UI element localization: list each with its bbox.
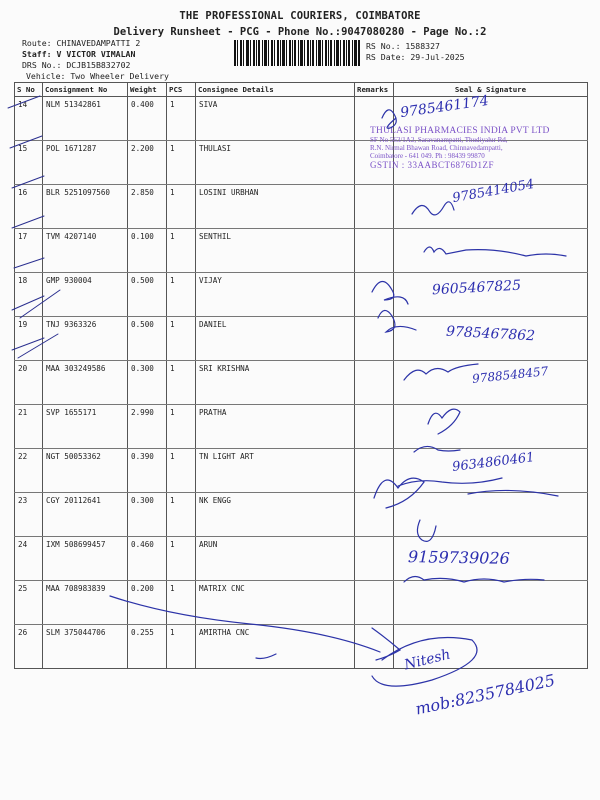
cell-pcs: 1 bbox=[167, 493, 196, 537]
cell-consignee: NK ENGG bbox=[196, 493, 355, 537]
cell-pcs: 1 bbox=[167, 141, 196, 185]
cell-pcs: 1 bbox=[167, 449, 196, 493]
rs-number: RS No.: 1588327 bbox=[366, 41, 440, 51]
cell-pcs: 1 bbox=[167, 273, 196, 317]
cell-seal bbox=[394, 581, 588, 625]
cell-consignee: SRI KRISHNA bbox=[196, 361, 355, 405]
cell-seal bbox=[394, 405, 588, 449]
cell-sno: 17 bbox=[15, 229, 43, 273]
runsheet-title: Delivery Runsheet - PCG - Phone No.:9047080280 - Page No.:2 bbox=[113, 26, 487, 38]
cell-consignment: CGY 20112641 bbox=[43, 493, 128, 537]
company-stamp bbox=[370, 126, 590, 170]
cell-weight: 2.200 bbox=[128, 141, 167, 185]
cell-consignee: DANIEL bbox=[196, 317, 355, 361]
cell-consignee: SENTHIL bbox=[196, 229, 355, 273]
cell-consignee: TN LIGHT ART bbox=[196, 449, 355, 493]
cell-consignee: ARUN bbox=[196, 537, 355, 581]
handwritten-phone: 9788548457 bbox=[471, 364, 549, 386]
table-row bbox=[15, 493, 588, 537]
cell-remarks bbox=[355, 361, 394, 405]
cell-consignee: MATRIX CNC bbox=[196, 581, 355, 625]
cell-sno: 19 bbox=[15, 317, 43, 361]
cell-consignee: AMIRTHA CNC bbox=[196, 625, 355, 669]
stamp-address-line: Coimbatore - 641 049. Ph : 98439 99870 bbox=[370, 152, 485, 160]
cell-consignment: TVM 4207140 bbox=[43, 229, 128, 273]
cell-consignment: BLR 5251097560 bbox=[43, 185, 128, 229]
stamp-company-name: THULASI PHARMACIES INDIA PVT LTD bbox=[370, 126, 550, 136]
cell-sno: 20 bbox=[15, 361, 43, 405]
cell-consignment: IXM 508699457 bbox=[43, 537, 128, 581]
barcode-image bbox=[234, 40, 360, 66]
cell-sno: 25 bbox=[15, 581, 43, 625]
cell-consignment: GMP 930004 bbox=[43, 273, 128, 317]
handwritten-phone: 9785461174 bbox=[399, 92, 490, 122]
cell-remarks bbox=[355, 537, 394, 581]
cell-weight: 0.255 bbox=[128, 625, 167, 669]
cell-sno: 14 bbox=[15, 97, 43, 141]
cell-consignment: POL 1671287 bbox=[43, 141, 128, 185]
staff-label: Staff: V VICTOR VIMALAN bbox=[22, 49, 136, 59]
cell-remarks bbox=[355, 185, 394, 229]
cell-remarks bbox=[355, 581, 394, 625]
cell-seal bbox=[394, 229, 588, 273]
cell-weight: 0.400 bbox=[128, 97, 167, 141]
cell-sno: 18 bbox=[15, 273, 43, 317]
cell-weight: 0.200 bbox=[128, 581, 167, 625]
table-row bbox=[15, 405, 588, 449]
cell-pcs: 1 bbox=[167, 581, 196, 625]
cell-sno: 16 bbox=[15, 185, 43, 229]
col-remarks: Remarks bbox=[355, 83, 394, 97]
cell-weight: 0.300 bbox=[128, 493, 167, 537]
cell-pcs: 1 bbox=[167, 625, 196, 669]
vehicle-label: Vehicle: Two Wheeler Delivery bbox=[26, 71, 169, 81]
handwritten-phone: 9605467825 bbox=[431, 277, 522, 299]
cell-consignment: TNJ 9363326 bbox=[43, 317, 128, 361]
col-pcs: PCS bbox=[167, 83, 196, 97]
stamp-address-line: SF No 563/1A2, Saravanampatti, Thudiyalur Rd, bbox=[370, 136, 508, 144]
stamp-address-line: R.N. Nirmal Bhawan Road, Chinnavedampatti, bbox=[370, 144, 503, 152]
cell-remarks bbox=[355, 405, 394, 449]
handwritten-phone: 9785467862 bbox=[445, 323, 536, 345]
cell-consignment: NLM 51342861 bbox=[43, 97, 128, 141]
rs-date: RS Date: 29-Jul-2025 bbox=[366, 52, 465, 62]
cell-consignment: MAA 303249586 bbox=[43, 361, 128, 405]
cell-remarks bbox=[355, 493, 394, 537]
cell-weight: 0.500 bbox=[128, 273, 167, 317]
col-sno: S No bbox=[15, 83, 43, 97]
handwritten-phone: 9159739026 bbox=[407, 547, 510, 568]
col-consignment: Consignment No bbox=[43, 83, 128, 97]
cell-sno: 22 bbox=[15, 449, 43, 493]
cell-remarks bbox=[355, 449, 394, 493]
table-header-row bbox=[15, 83, 588, 97]
cell-weight: 0.500 bbox=[128, 317, 167, 361]
col-weight: Weight bbox=[128, 83, 167, 97]
handwritten-mobile: mob:8235784025 bbox=[413, 670, 557, 719]
handwritten-phone: 9785414054 bbox=[451, 176, 536, 207]
cell-sno: 21 bbox=[15, 405, 43, 449]
cell-remarks bbox=[355, 273, 394, 317]
cell-remarks bbox=[355, 625, 394, 669]
col-consignee: Consignee Details bbox=[196, 83, 355, 97]
table-row bbox=[15, 625, 588, 669]
cell-weight: 0.390 bbox=[128, 449, 167, 493]
cell-consignee: SIVA bbox=[196, 97, 355, 141]
cell-sno: 24 bbox=[15, 537, 43, 581]
cell-seal bbox=[394, 493, 588, 537]
cell-pcs: 1 bbox=[167, 317, 196, 361]
cell-consignment: SVP 1655171 bbox=[43, 405, 128, 449]
cell-remarks bbox=[355, 229, 394, 273]
cell-weight: 0.300 bbox=[128, 361, 167, 405]
cell-sno: 26 bbox=[15, 625, 43, 669]
route-label: Route: CHINAVEDAMPATTI 2 bbox=[22, 38, 141, 48]
cell-consignment: NGT 50053362 bbox=[43, 449, 128, 493]
cell-pcs: 1 bbox=[167, 537, 196, 581]
cell-consignee: LOSINI URBHAN bbox=[196, 185, 355, 229]
cell-sno: 23 bbox=[15, 493, 43, 537]
cell-consignee: THULASI bbox=[196, 141, 355, 185]
cell-pcs: 1 bbox=[167, 229, 196, 273]
cell-pcs: 1 bbox=[167, 405, 196, 449]
cell-weight: 0.100 bbox=[128, 229, 167, 273]
handwritten-name: Nitesh bbox=[402, 646, 453, 674]
stamp-gstin: GSTIN : 33AABCT6876D1ZF bbox=[370, 160, 495, 170]
cell-weight: 2.990 bbox=[128, 405, 167, 449]
cell-consignment: SLM 375044706 bbox=[43, 625, 128, 669]
table-row bbox=[15, 229, 588, 273]
cell-consignee: VIJAY bbox=[196, 273, 355, 317]
company-title: THE PROFESSIONAL COURIERS, COIMBATORE bbox=[179, 10, 421, 22]
cell-weight: 0.460 bbox=[128, 537, 167, 581]
handwritten-phone: 9634860461 bbox=[451, 450, 536, 475]
cell-remarks bbox=[355, 317, 394, 361]
cell-consignment: MAA 708983839 bbox=[43, 581, 128, 625]
col-seal-signature: Seal & Signature bbox=[394, 83, 588, 97]
cell-consignee: PRATHA bbox=[196, 405, 355, 449]
cell-weight: 2.850 bbox=[128, 185, 167, 229]
cell-pcs: 1 bbox=[167, 361, 196, 405]
cell-pcs: 1 bbox=[167, 185, 196, 229]
table-row bbox=[15, 581, 588, 625]
drs-number: DRS No.: DCJB15B832702 bbox=[22, 60, 131, 70]
cell-pcs: 1 bbox=[167, 97, 196, 141]
cell-sno: 15 bbox=[15, 141, 43, 185]
